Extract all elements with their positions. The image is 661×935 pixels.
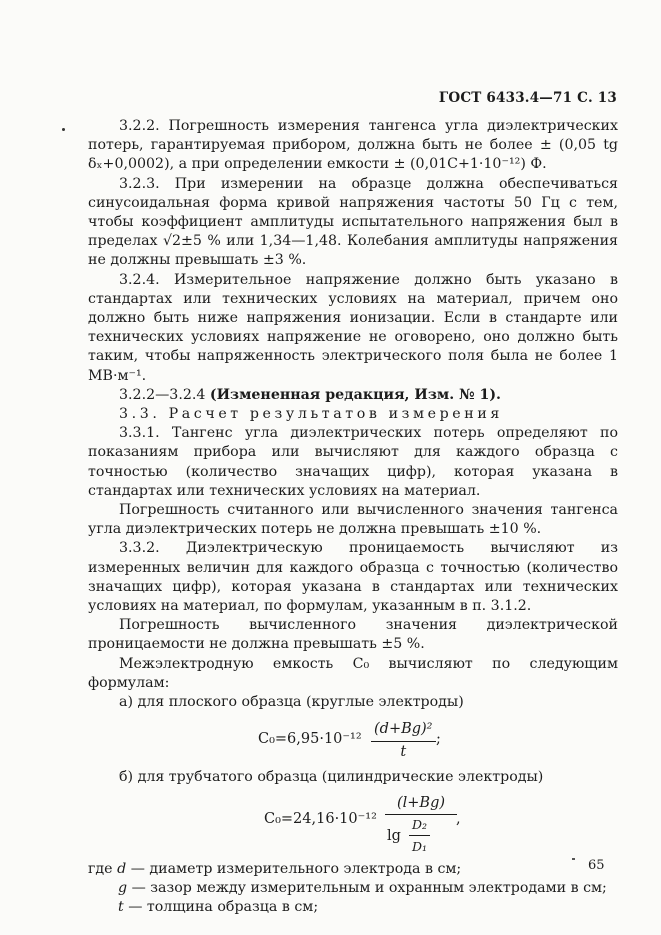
amendment-text: (Измененная редакция, Изм. № 1). bbox=[209, 386, 501, 403]
margin-mark bbox=[62, 128, 65, 131]
body-text bbox=[88, 117, 618, 917]
formula-d2: D₂ bbox=[409, 815, 430, 836]
amendment-ref: 3.2.2—3.2.4 bbox=[119, 386, 206, 403]
formula-tubular-numerator: (l+Bg) bbox=[385, 794, 457, 815]
formula-tubular-lhs: C₀=24,16·10⁻¹² bbox=[264, 810, 377, 827]
formula-d1: D₁ bbox=[412, 838, 428, 854]
formula-flat-fraction bbox=[371, 720, 436, 761]
symbol-legend bbox=[88, 860, 618, 918]
paragraph-3-2-4: 3.2.4. Измерительное напряжение должно быть указано в стандартах или технических условиях на материал, причем оно должно быть ниже напряжения ионизации. Если в стандарте или технических условиях напряжение не оговорено, оно должно быть таким, чтобы напряженность электрического поля была не более 1 МВ·м⁻¹. bbox=[88, 271, 618, 384]
formula-tubular bbox=[88, 792, 618, 854]
paragraph-capacitance-intro: Межэлектродную емкость C₀ вычисляют по следующим формулам: bbox=[88, 655, 618, 691]
paragraph-3-3-2: 3.3.2. Диэлектрическую проницаемость вычисляют из измеренных величин для каждого образца с точностью (количество значащих цифр), которая указана в стандартах или технических условиях на материал, по формулам, указанным в п. 3.1.2. bbox=[88, 540, 618, 615]
paragraph-3-2-3: 3.2.3. При измерении на образце должна обеспечиваться синусоидальная форма кривой напряжения частоты 50 Гц с тем, чтобы коэффициент амплитуды испытательного напряжения был в пределах √2±5 % или 1,34—1,48. Колебания амплитуды напряжения не должны превышать ±3 %. bbox=[88, 175, 618, 269]
legend-item-t bbox=[88, 898, 618, 917]
legend-symbol-t: t bbox=[118, 898, 124, 915]
formula-tubular-fraction bbox=[385, 794, 457, 854]
formula-tubular-tail: , bbox=[456, 810, 461, 827]
legend-item-g bbox=[88, 879, 618, 898]
formula-flat bbox=[88, 716, 618, 762]
case-flat-sample: а) для плоского образца (круглые электроды) bbox=[119, 694, 464, 711]
case-tubular-sample: б) для трубчатого образца (цилиндрические электроды) bbox=[119, 769, 544, 786]
legend-text-t: — толщина образца в см; bbox=[128, 898, 319, 915]
page-header: ГОСТ 6433.4—71 С. 13 bbox=[438, 90, 617, 106]
amendment-note bbox=[88, 386, 618, 405]
formula-flat-tail: ; bbox=[436, 731, 441, 748]
page-number: 65 bbox=[588, 858, 605, 873]
formula-log: lg bbox=[387, 827, 401, 844]
legend-item-d bbox=[88, 860, 618, 879]
formula-diameter-ratio bbox=[409, 815, 430, 856]
paragraph-permittivity-error: Погрешность вычисленного значения диэлектрической проницаемости не должна превышать ±5 %. bbox=[88, 617, 618, 653]
margin-mark-bottom bbox=[572, 858, 575, 860]
legend-text-g: — зазор между измерительным и охранным электродами в см; bbox=[131, 879, 607, 896]
paragraph-tangent-error: Погрешность считанного или вычисленного значения тангенса угла диэлектрических потерь не должна превышать ±10 %. bbox=[88, 502, 618, 538]
legend-text-d: — диаметр измерительного электрода в см; bbox=[130, 860, 462, 877]
formula-flat-lhs: C₀=6,95·10⁻¹² bbox=[258, 731, 362, 748]
section-heading-3-3: 3.3. Расчет результатов измерения bbox=[119, 406, 503, 423]
paragraph-3-3-1: 3.3.1. Тангенс угла диэлектрических потерь определяют по показаниям прибора или вычисляют для каждого образца с точностью (количество значащих цифр), которая указана в стандартах или технических условиях на материал. bbox=[88, 425, 618, 499]
legend-symbol-g: g bbox=[118, 879, 128, 896]
formula-flat-denominator: t bbox=[400, 743, 407, 760]
legend-lead: где bbox=[88, 860, 113, 877]
legend-symbol-d: d bbox=[117, 860, 127, 877]
formula-flat-numerator: (d+Bg)² bbox=[371, 720, 436, 741]
formula-tubular-denominator bbox=[385, 815, 457, 854]
paragraph-3-2-2: 3.2.2. Погрешность измерения тангенса угла диэлектрических потерь, гарантируемая прибором, должна быть не более ± (0,05 tg δₓ+0,0002), а при определении емкости ± (0,01C+1·10⁻¹²) Ф. bbox=[88, 118, 618, 173]
